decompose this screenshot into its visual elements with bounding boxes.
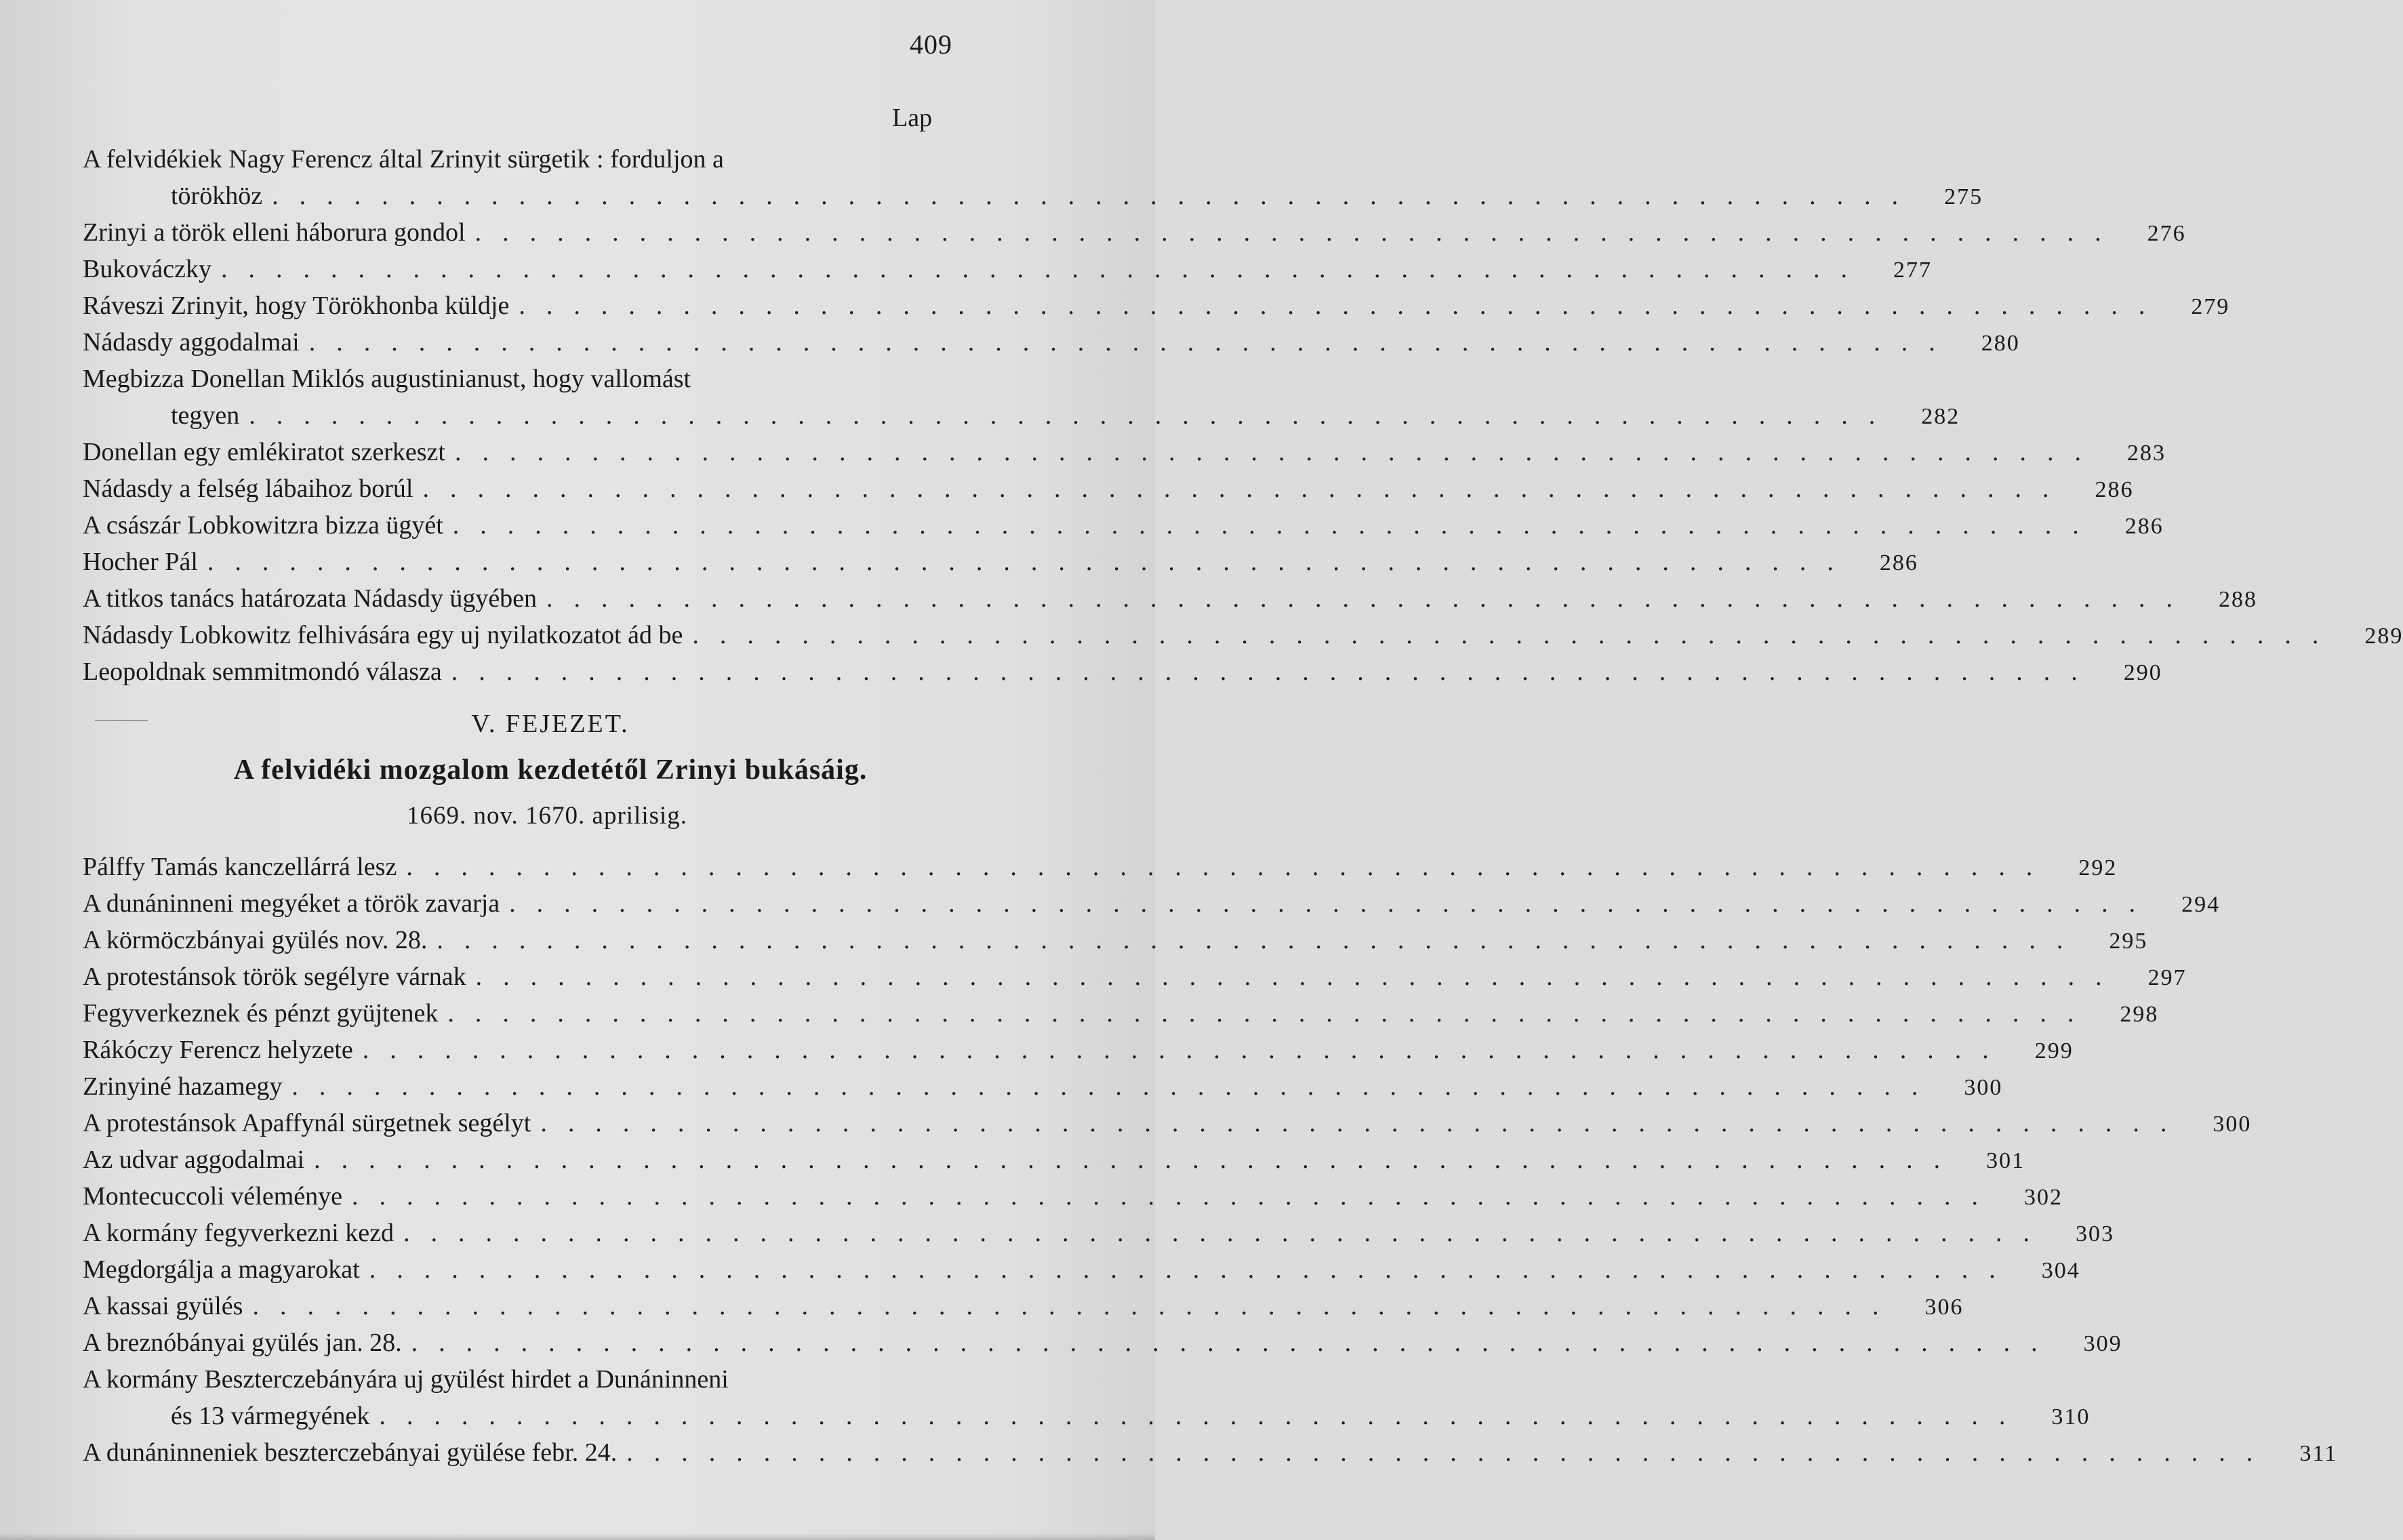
toc-entry-page: 299 xyxy=(2034,1038,2074,1063)
dot-leader: ............................................................ xyxy=(447,999,2095,1028)
toc-entry xyxy=(83,1178,2063,1215)
page-number: 409 xyxy=(910,29,952,60)
toc-entry-title: A kormány Beszterczebányára uj gyülést hirdet a Dunáninneni xyxy=(83,1365,729,1394)
toc-entry-page: 309 xyxy=(2083,1331,2122,1356)
dot-leader: ............................................................ xyxy=(546,584,2194,613)
toc-entry-title: tegyen xyxy=(171,401,240,430)
toc-entry-title: A protestánsok török segélyre várnak xyxy=(83,963,466,991)
contents-list-chapter-iv xyxy=(83,141,2403,690)
toc-entry-continuation xyxy=(83,178,1983,214)
toc-entry-page: 277 xyxy=(1893,258,1932,283)
toc-entry-title: Rákóczy Ferencz helyzete xyxy=(83,1036,353,1064)
toc-entry-title: A titkos tanács határozata Nádasdy ügyében xyxy=(83,584,538,613)
toc-entry xyxy=(83,1141,2025,1178)
toc-entry-page: 297 xyxy=(2147,965,2187,990)
toc-entry-title: A dunáninneniek beszterczebányai gyülése febr. 24. xyxy=(83,1438,618,1467)
toc-entry-title: Megbizza Donellan Miklós augustinianust, hogy vallomást xyxy=(83,365,691,393)
toc-entry-page: 306 xyxy=(1924,1295,1964,1320)
toc-entry-page: 288 xyxy=(2219,587,2258,612)
toc-entry xyxy=(83,1361,944,1398)
toc-entry xyxy=(83,287,2230,324)
toc-entry-page: 303 xyxy=(2076,1221,2114,1247)
toc-entry-title: Donellan egy emlékiratot szerkeszt xyxy=(83,438,445,466)
toc-entry-title: A körmöczbányai gyülés nov. 28. xyxy=(83,926,428,954)
dot-leader: ............................................................ xyxy=(308,328,1956,357)
dot-leader: ............................................................ xyxy=(422,474,2070,503)
toc-entry xyxy=(83,1251,2080,1288)
toc-entry-page: 298 xyxy=(2120,1002,2159,1027)
toc-entry-title: Pálffy Tamás kanczellárrá lesz xyxy=(83,853,397,881)
toc-entry-page: 276 xyxy=(2147,221,2186,246)
dot-leader: ............................................................ xyxy=(411,1329,2059,1357)
contents-list-chapter-v xyxy=(83,849,2338,1471)
toc-entry-page: 289 xyxy=(2364,624,2403,649)
toc-entry-page: 295 xyxy=(2109,929,2148,954)
toc-entry-title: Nádasdy a felség lábaihoz borúl xyxy=(83,474,413,503)
toc-entry-title: Ráveszi Zrinyit, hogy Törökhonba küldje xyxy=(83,291,510,320)
dot-leader: ............................................................ xyxy=(452,511,2100,540)
toc-entry-page: 311 xyxy=(2299,1441,2338,1466)
toc-entry xyxy=(83,922,2148,958)
dot-leader: ............................................................ xyxy=(474,218,2122,247)
toc-entry-page: 301 xyxy=(1986,1148,2025,1173)
dot-leader: ............................................................ xyxy=(220,255,1868,283)
toc-entry-title: Hocher Pál xyxy=(83,548,198,576)
toc-entry xyxy=(83,324,2020,361)
toc-entry-title: Leopoldnak semmitmondó válasza xyxy=(83,657,442,686)
toc-entry-title: Zrinyi a török elleni háborura gondol xyxy=(83,218,466,247)
toc-entry-page: 286 xyxy=(2124,514,2164,539)
toc-entry xyxy=(83,958,2187,995)
toc-entry xyxy=(83,1324,2122,1361)
toc-entry xyxy=(83,214,2186,251)
toc-entry-page: 300 xyxy=(2213,1112,2252,1137)
dot-leader: ............................................................ xyxy=(509,889,2157,918)
toc-entry xyxy=(83,251,1932,287)
toc-entry-title: A császár Lobkowitzra bizza ügyét xyxy=(83,511,443,540)
toc-entry-page: 290 xyxy=(2123,660,2162,685)
dot-leader: ............................................................ xyxy=(454,438,2102,466)
toc-entry-title: Nádasdy Lobkowitz felhivására egy uj nyilatkozatot ád be xyxy=(83,621,683,649)
dot-leader: ............................................................ xyxy=(379,1402,2027,1430)
toc-entry xyxy=(83,1032,2074,1068)
dot-leader: ............................................................ xyxy=(540,1109,2188,1137)
toc-entry-title: A kormány fegyverkezni kezd xyxy=(83,1219,394,1247)
toc-entry xyxy=(83,1105,2252,1141)
dot-leader: ............................................................ xyxy=(252,1292,1900,1320)
dot-leader: ............................................................ xyxy=(475,963,2123,991)
dot-leader: ............................................................ xyxy=(406,853,2054,881)
toc-entry-continuation xyxy=(83,397,1960,434)
toc-entry xyxy=(83,507,2164,544)
toc-entry xyxy=(83,434,2166,470)
dot-leader: ............................................................ xyxy=(519,291,2166,320)
toc-entry xyxy=(83,653,2162,690)
toc-entry-page: 275 xyxy=(1944,184,1983,209)
toc-entry xyxy=(83,1434,2338,1471)
toc-entry-title: A kassai gyülés xyxy=(83,1292,243,1320)
dot-leader: ............................................................ xyxy=(314,1146,1962,1174)
toc-entry xyxy=(83,580,2258,617)
toc-entry-title: Zrinyiné hazamegy xyxy=(83,1072,283,1101)
toc-entry-page: 280 xyxy=(1981,331,2020,356)
toc-entry xyxy=(83,617,2403,653)
toc-entry xyxy=(83,995,2159,1032)
dot-leader: ............................................................ xyxy=(692,621,2340,649)
toc-entry xyxy=(83,1068,2003,1105)
dot-leader: ............................................................ xyxy=(626,1438,2274,1467)
toc-entry-page: 279 xyxy=(2191,294,2230,319)
dot-leader: ............................................................ xyxy=(352,1182,2000,1211)
dot-leader: ............................................................ xyxy=(272,182,1920,210)
dot-leader: ............................................................ xyxy=(369,1255,2017,1284)
dot-leader: ............................................................ xyxy=(362,1036,2010,1064)
chapter-title: A felvidéki mozgalom kezdetétől Zrinyi bukásáig. xyxy=(233,754,868,786)
toc-entry xyxy=(83,361,944,397)
dot-leader: ............................................................ xyxy=(291,1072,1939,1101)
page-column-label: Lap xyxy=(892,104,933,132)
dot-leader: ............................................................ xyxy=(437,926,2084,954)
toc-entry-title: Megdorgálja a magyarokat xyxy=(83,1255,360,1284)
toc-entry-title: Fegyverkeznek és pénzt gyüjtenek xyxy=(83,999,439,1028)
toc-entry xyxy=(83,885,2221,922)
toc-entry-title: A breznóbányai gyülés jan. 28. xyxy=(83,1329,402,1357)
toc-entry-page: 282 xyxy=(1921,404,1960,429)
dot-leader: ............................................................ xyxy=(451,657,2099,686)
toc-entry-page: 292 xyxy=(2078,855,2118,880)
toc-entry-page: 310 xyxy=(2051,1404,2091,1430)
toc-entry-page: 286 xyxy=(1879,550,1918,575)
toc-entry-page: 302 xyxy=(2024,1185,2063,1210)
toc-entry-page: 286 xyxy=(2095,477,2134,502)
toc-entry-page: 294 xyxy=(2181,892,2221,917)
toc-entry-page: 300 xyxy=(1964,1075,2003,1100)
toc-entry-title: Az udvar aggodalmai xyxy=(83,1146,305,1174)
toc-entry-title: A felvidékiek Nagy Ferencz által Zrinyit sürgetik : forduljon a xyxy=(83,145,724,174)
toc-entry-title: A dunáninneni megyéket a török zavarja xyxy=(83,889,500,918)
toc-entry xyxy=(83,1215,2114,1251)
toc-entry-title: A protestánsok Apaffynál sürgetnek segélyt xyxy=(83,1109,531,1137)
toc-entry-title: Bukováczky xyxy=(83,255,211,283)
toc-entry-page: 283 xyxy=(2126,441,2166,466)
toc-entry-title: törökhöz xyxy=(171,182,263,210)
toc-entry-title: és 13 vármegyének xyxy=(171,1402,370,1430)
toc-entry-title: Nádasdy aggodalmai xyxy=(83,328,300,357)
chapter-date-range: 1669. nov. 1670. aprilisig. xyxy=(406,802,688,830)
toc-entry xyxy=(83,470,2134,507)
toc-entry xyxy=(83,141,944,178)
dot-leader: ............................................................ xyxy=(207,548,1855,576)
toc-entry xyxy=(83,544,1918,580)
toc-entry xyxy=(83,849,2118,885)
dot-leader: ............................................................ xyxy=(403,1219,2051,1247)
toc-entry-continuation xyxy=(83,1398,2091,1434)
toc-entry xyxy=(83,1288,1964,1324)
page-bottom-edge xyxy=(0,1533,1155,1540)
chapter-number: V. FEJEZET. xyxy=(471,710,630,738)
toc-entry-page: 304 xyxy=(2041,1258,2080,1283)
dot-leader: ............................................................ xyxy=(249,401,1897,430)
toc-entry-title: Montecuccoli véleménye xyxy=(83,1182,343,1211)
